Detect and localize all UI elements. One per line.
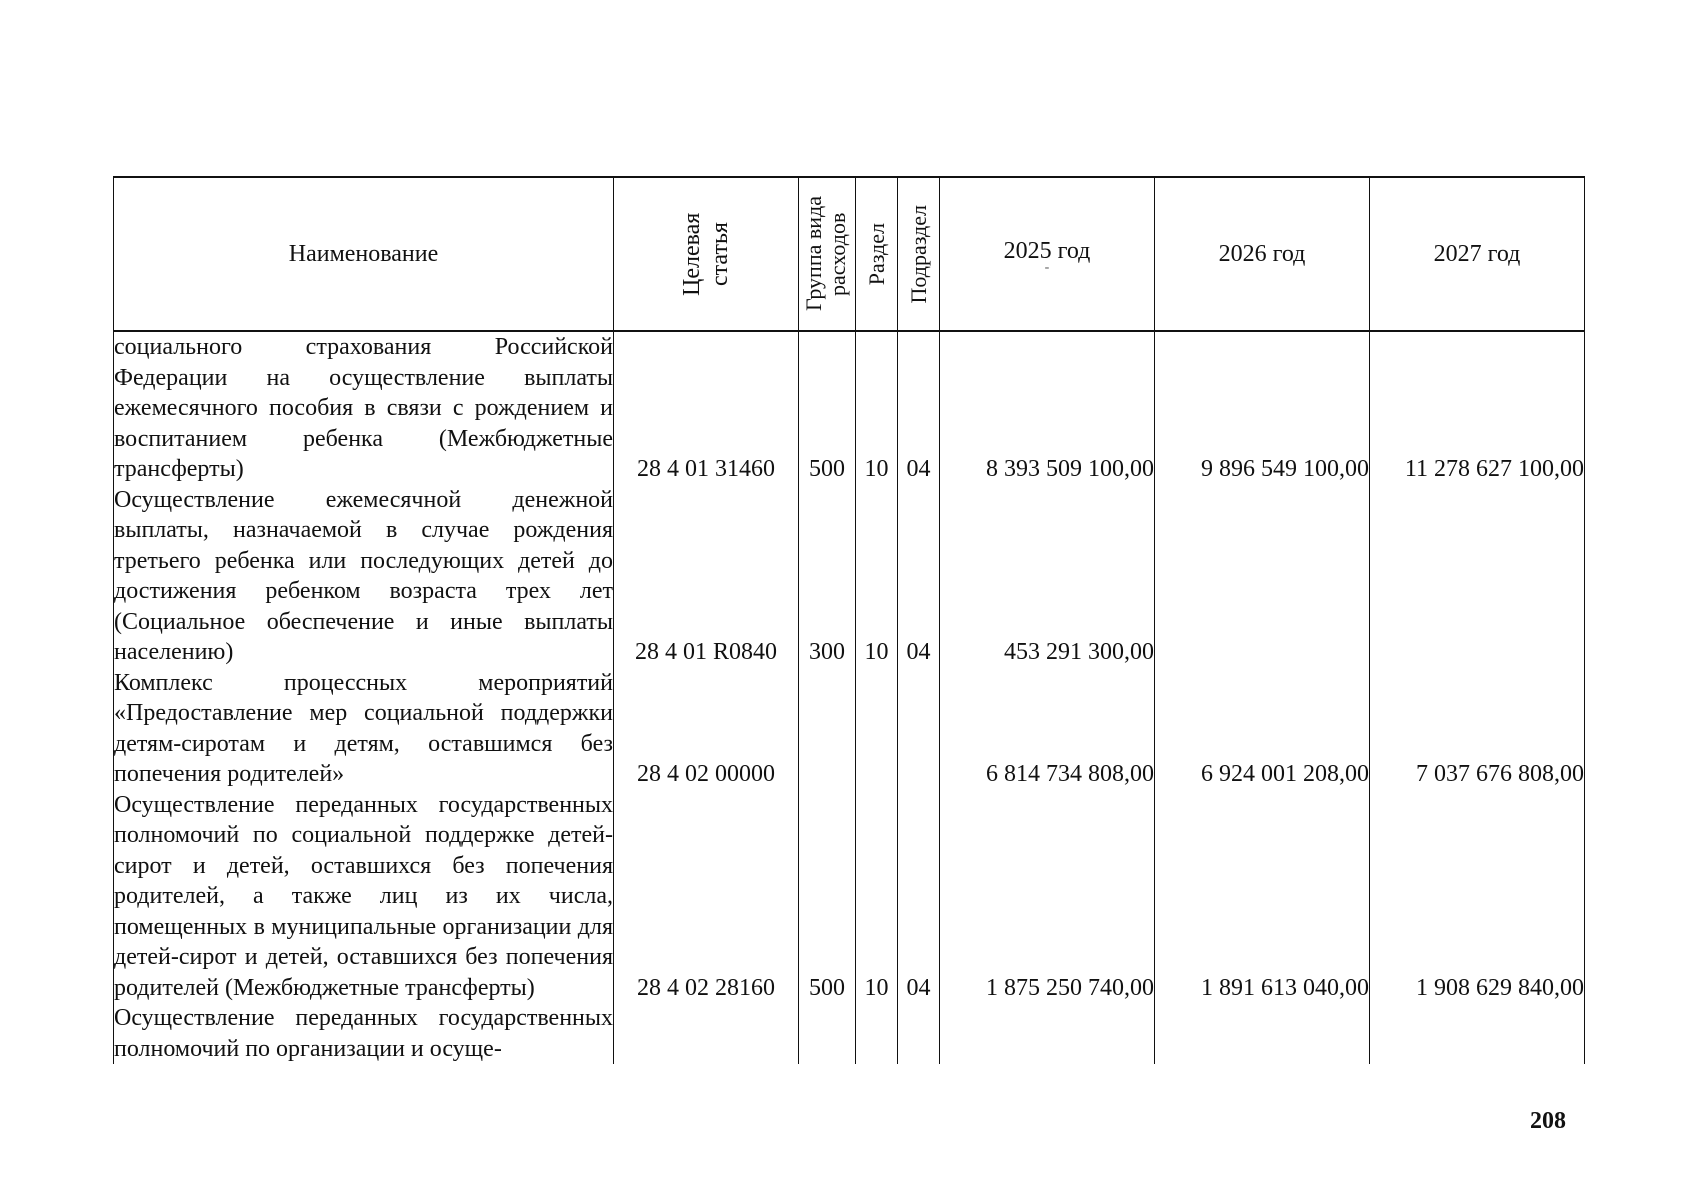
row-5-group [799,1003,856,1064]
row-4-2026: 1 891 613 040,00 [1155,790,1370,1004]
row-2-code: 28 4 01 R0840 [614,485,799,668]
row-4-group: 500 [799,790,856,1004]
header-year-2027: 2027 год [1370,177,1585,331]
page-number: 208 [1530,1108,1566,1134]
row-3-section [856,668,898,790]
row-1-code: 28 4 01 31460 [614,331,799,485]
row-2-section: 10 [856,485,898,668]
row-2-subsection: 04 [898,485,940,668]
row-4-code: 28 4 02 28160 [614,790,799,1004]
row-4-name: Осуществление переданных государственных полномочий по социальной поддержке детей-сирот и детей, оставшихся без попечения родителей, а также лиц из их числа, помещенных в муниципальные организации для детей-сирот и детей, оставшихся без попечения родителей (Межбюджетные трансферты) [114,790,614,1004]
row-5-code [614,1003,799,1064]
row-1-group: 500 [799,331,856,485]
row-1-2025: 8 393 509 100,00 [940,331,1155,485]
row-5-subsection [898,1003,940,1064]
header-name: Наименование [114,177,614,331]
row-4-subsection: 04 [898,790,940,1004]
table-row [114,485,1585,668]
row-4-2025: 1 875 250 740,00 [940,790,1155,1004]
table-row [114,331,1585,485]
header-target-article [614,177,799,331]
row-2-2027 [1370,485,1585,668]
row-5-section [856,1003,898,1064]
table-header-row [114,177,1585,331]
row-2-2025: 453 291 300,00 [940,485,1155,668]
row-5-name: Осуществление переданных государственных полномочий по организации и осуще- [114,1003,614,1064]
row-2-name: Осуществление ежемесячной денежной выплаты, назначаемой в случае рождения третьего ребенка или последующих детей до достижения ребенком возраста трех лет (Социальное обеспечение и иные выплаты населению) [114,485,614,668]
row-4-section: 10 [856,790,898,1004]
row-1-2027: 11 278 627 100,00 [1370,331,1585,485]
row-1-subsection: 04 [898,331,940,485]
row-5-2025 [940,1003,1155,1064]
header-subsection-label: Подраздел [905,204,931,304]
row-1-name: социального страхования Российской Федерации на осуществление выплаты ежемесячного пособия в связи с рождением и воспитанием ребенка (Межбюджетные трансферты) [114,331,614,485]
header-expense-group-label: Группа вида расходов [801,196,850,312]
header-target-article-label: Целевая статья [679,212,733,296]
row-3-subsection [898,668,940,790]
header-year-2026: 2026 год [1155,177,1370,331]
header-expense-group [799,177,856,331]
row-2-group: 300 [799,485,856,668]
row-2-2026 [1155,485,1370,668]
row-3-code: 28 4 02 00000 [614,668,799,790]
header-section [856,177,898,331]
row-5-2027 [1370,1003,1585,1064]
header-section-label: Раздел [863,222,889,286]
header-year-2025 [940,177,1155,331]
table-row [114,1003,1585,1064]
header-subsection [898,177,940,331]
row-1-2026: 9 896 549 100,00 [1155,331,1370,485]
row-3-2026: 6 924 001 208,00 [1155,668,1370,790]
row-1-section: 10 [856,331,898,485]
row-3-name: Комплекс процессных мероприятий «Предоставление мер социальной поддержки детям-сиротам и детям, оставшимся без попечения родителей» [114,668,614,790]
scan-mark: - [1044,259,1050,275]
budget-sheet [113,176,1584,1088]
budget-table [113,176,1585,1064]
row-5-2026 [1155,1003,1370,1064]
header-year-2025-label: 2025 год [1003,237,1091,264]
table-row [114,790,1585,1004]
row-3-2025: 6 814 734 808,00 [940,668,1155,790]
row-4-2027: 1 908 629 840,00 [1370,790,1585,1004]
table-row [114,668,1585,790]
row-3-2027: 7 037 676 808,00 [1370,668,1585,790]
row-3-group [799,668,856,790]
